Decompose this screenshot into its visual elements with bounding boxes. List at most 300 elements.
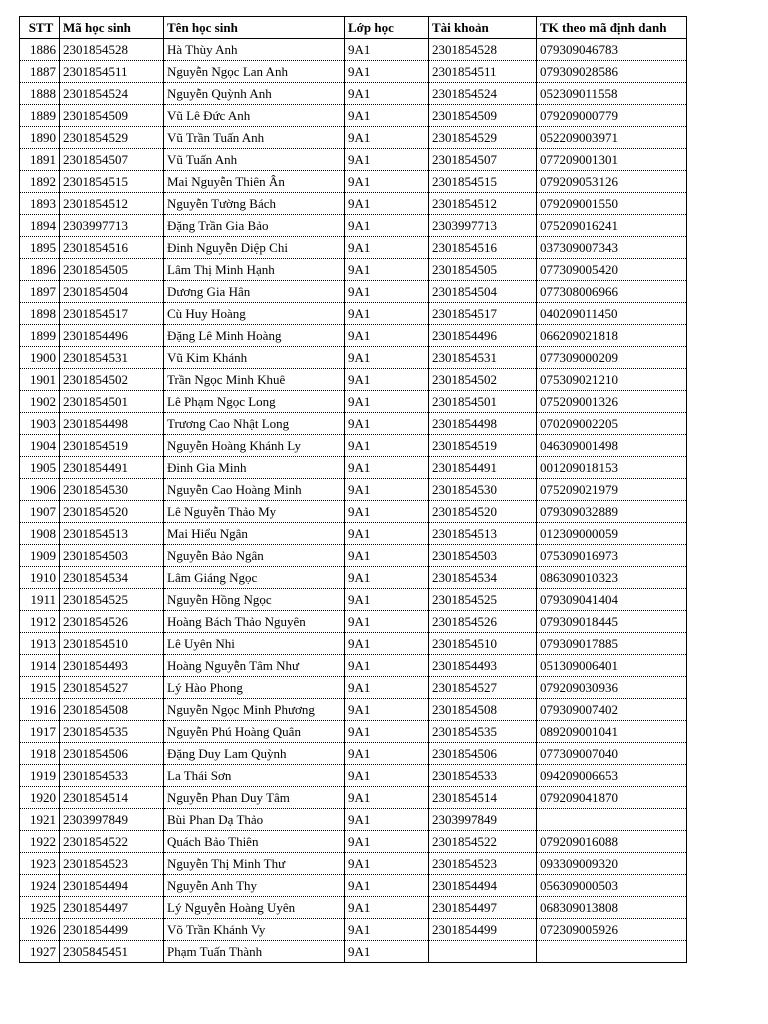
cell-student-name: Vũ Kim Khánh <box>164 347 345 369</box>
cell-account <box>429 941 537 963</box>
col-header-class: Lớp học <box>345 17 429 39</box>
cell-class: 9A1 <box>345 193 429 215</box>
table-row <box>20 655 687 677</box>
table-row <box>20 391 687 413</box>
cell-id-account: 012309000059 <box>537 523 687 545</box>
table-row <box>20 347 687 369</box>
cell-class: 9A1 <box>345 39 429 61</box>
cell-class: 9A1 <box>345 567 429 589</box>
cell-stt: 1922 <box>20 831 60 853</box>
cell-account: 2301854523 <box>429 853 537 875</box>
cell-account: 2301854528 <box>429 39 537 61</box>
cell-stt: 1900 <box>20 347 60 369</box>
cell-stt: 1901 <box>20 369 60 391</box>
cell-stt: 1918 <box>20 743 60 765</box>
cell-student-code: 2301854524 <box>60 83 164 105</box>
cell-student-code: 2301854520 <box>60 501 164 523</box>
cell-class: 9A1 <box>345 501 429 523</box>
cell-student-name: Đặng Duy Lam Quỳnh <box>164 743 345 765</box>
cell-student-code: 2301854494 <box>60 875 164 897</box>
cell-student-code: 2301854503 <box>60 545 164 567</box>
table-row <box>20 215 687 237</box>
cell-stt: 1891 <box>20 149 60 171</box>
cell-account: 2303997849 <box>429 809 537 831</box>
table-row <box>20 61 687 83</box>
table-row <box>20 831 687 853</box>
cell-id-account: 077309007040 <box>537 743 687 765</box>
cell-stt: 1899 <box>20 325 60 347</box>
cell-student-code: 2301854531 <box>60 347 164 369</box>
cell-id-account: 079309041404 <box>537 589 687 611</box>
cell-class: 9A1 <box>345 105 429 127</box>
cell-class: 9A1 <box>345 237 429 259</box>
cell-id-account: 093309009320 <box>537 853 687 875</box>
cell-student-name: Quách Bảo Thiên <box>164 831 345 853</box>
cell-account: 2301854512 <box>429 193 537 215</box>
cell-student-name: Nguyễn Thị Minh Thư <box>164 853 345 875</box>
cell-student-code: 2301854526 <box>60 611 164 633</box>
cell-account: 2301854525 <box>429 589 537 611</box>
cell-account: 2301854494 <box>429 875 537 897</box>
cell-stt: 1911 <box>20 589 60 611</box>
cell-account: 2301854516 <box>429 237 537 259</box>
cell-id-account: 079209000779 <box>537 105 687 127</box>
cell-stt: 1910 <box>20 567 60 589</box>
table-row <box>20 765 687 787</box>
cell-student-name: Lê Uyên Nhi <box>164 633 345 655</box>
cell-stt: 1889 <box>20 105 60 127</box>
cell-id-account: 075309021210 <box>537 369 687 391</box>
cell-stt: 1927 <box>20 941 60 963</box>
cell-student-code: 2301854516 <box>60 237 164 259</box>
cell-student-code: 2301854502 <box>60 369 164 391</box>
cell-student-code: 2305845451 <box>60 941 164 963</box>
cell-class: 9A1 <box>345 171 429 193</box>
cell-student-code: 2301854535 <box>60 721 164 743</box>
cell-id-account: 001209018153 <box>537 457 687 479</box>
cell-stt: 1915 <box>20 677 60 699</box>
col-header-id-account: TK theo mã định danh <box>537 17 687 39</box>
cell-student-name: Lê Phạm Ngọc Long <box>164 391 345 413</box>
cell-stt: 1913 <box>20 633 60 655</box>
cell-class: 9A1 <box>345 259 429 281</box>
cell-student-name: Nguyễn Quỳnh Anh <box>164 83 345 105</box>
cell-class: 9A1 <box>345 941 429 963</box>
cell-stt: 1912 <box>20 611 60 633</box>
cell-student-name: Lý Nguyễn Hoàng Uyên <box>164 897 345 919</box>
table-row <box>20 545 687 567</box>
cell-student-code: 2301854510 <box>60 633 164 655</box>
cell-student-code: 2301854514 <box>60 787 164 809</box>
cell-student-code: 2301854529 <box>60 127 164 149</box>
cell-student-code: 2301854497 <box>60 897 164 919</box>
cell-student-code: 2301854509 <box>60 105 164 127</box>
cell-id-account: 077308006966 <box>537 281 687 303</box>
cell-id-account: 079309018445 <box>537 611 687 633</box>
cell-class: 9A1 <box>345 699 429 721</box>
table-row <box>20 105 687 127</box>
table-row <box>20 281 687 303</box>
cell-student-name: Đinh Nguyễn Diệp Chi <box>164 237 345 259</box>
cell-id-account: 075209016241 <box>537 215 687 237</box>
cell-stt: 1926 <box>20 919 60 941</box>
cell-stt: 1905 <box>20 457 60 479</box>
table-row <box>20 171 687 193</box>
table-row <box>20 743 687 765</box>
cell-student-name: Trần Ngọc Minh Khuê <box>164 369 345 391</box>
cell-student-name: Lâm Thị Minh Hạnh <box>164 259 345 281</box>
cell-student-name: Vũ Tuấn Anh <box>164 149 345 171</box>
cell-student-code: 2301854527 <box>60 677 164 699</box>
cell-student-name: Đặng Lê Minh Hoàng <box>164 325 345 347</box>
cell-stt: 1909 <box>20 545 60 567</box>
cell-stt: 1904 <box>20 435 60 457</box>
cell-account: 2301854527 <box>429 677 537 699</box>
cell-account: 2301854503 <box>429 545 537 567</box>
cell-stt: 1903 <box>20 413 60 435</box>
cell-account: 2301854499 <box>429 919 537 941</box>
table-row <box>20 853 687 875</box>
cell-class: 9A1 <box>345 391 429 413</box>
cell-class: 9A1 <box>345 589 429 611</box>
cell-stt: 1892 <box>20 171 60 193</box>
cell-class: 9A1 <box>345 457 429 479</box>
cell-class: 9A1 <box>345 633 429 655</box>
cell-stt: 1897 <box>20 281 60 303</box>
cell-student-name: Võ Trần Khánh Vy <box>164 919 345 941</box>
cell-student-name: Phạm Tuấn Thành <box>164 941 345 963</box>
cell-account: 2301854510 <box>429 633 537 655</box>
col-header-stt: STT <box>20 17 60 39</box>
table-row <box>20 721 687 743</box>
cell-student-code: 2301854525 <box>60 589 164 611</box>
cell-student-name: Nguyễn Anh Thy <box>164 875 345 897</box>
cell-student-name: Nguyễn Tường Bách <box>164 193 345 215</box>
cell-class: 9A1 <box>345 809 429 831</box>
cell-id-account: 068309013808 <box>537 897 687 919</box>
cell-student-code: 2301854507 <box>60 149 164 171</box>
cell-student-code: 2301854519 <box>60 435 164 457</box>
cell-student-name: Lâm Giáng Ngọc <box>164 567 345 589</box>
cell-stt: 1916 <box>20 699 60 721</box>
table-row <box>20 787 687 809</box>
cell-id-account: 079209016088 <box>537 831 687 853</box>
cell-account: 2301854517 <box>429 303 537 325</box>
table-row <box>20 149 687 171</box>
cell-stt: 1924 <box>20 875 60 897</box>
cell-account: 2301854522 <box>429 831 537 853</box>
cell-account: 2301854506 <box>429 743 537 765</box>
cell-id-account: 052309011558 <box>537 83 687 105</box>
cell-id-account: 079209053126 <box>537 171 687 193</box>
table-row <box>20 809 687 831</box>
cell-class: 9A1 <box>345 655 429 677</box>
cell-id-account: 079309028586 <box>537 61 687 83</box>
cell-account: 2301854504 <box>429 281 537 303</box>
cell-student-code: 2301854505 <box>60 259 164 281</box>
table-row <box>20 259 687 281</box>
cell-student-code: 2301854501 <box>60 391 164 413</box>
cell-account: 2301854511 <box>429 61 537 83</box>
table-row <box>20 435 687 457</box>
cell-id-account <box>537 941 687 963</box>
cell-student-code: 2303997713 <box>60 215 164 237</box>
cell-student-name: Lý Hào Phong <box>164 677 345 699</box>
cell-stt: 1917 <box>20 721 60 743</box>
cell-id-account: 046309001498 <box>537 435 687 457</box>
cell-account: 2301854498 <box>429 413 537 435</box>
cell-student-name: Mai Hiểu Ngân <box>164 523 345 545</box>
cell-class: 9A1 <box>345 325 429 347</box>
cell-id-account <box>537 809 687 831</box>
cell-stt: 1919 <box>20 765 60 787</box>
cell-id-account: 079309046783 <box>537 39 687 61</box>
cell-id-account: 066209021818 <box>537 325 687 347</box>
table-row <box>20 677 687 699</box>
cell-student-name: Nguyễn Bảo Ngân <box>164 545 345 567</box>
cell-stt: 1896 <box>20 259 60 281</box>
cell-id-account: 077209001301 <box>537 149 687 171</box>
cell-class: 9A1 <box>345 127 429 149</box>
cell-class: 9A1 <box>345 281 429 303</box>
cell-class: 9A1 <box>345 149 429 171</box>
cell-class: 9A1 <box>345 853 429 875</box>
cell-class: 9A1 <box>345 479 429 501</box>
table-row <box>20 193 687 215</box>
cell-student-code: 2301854534 <box>60 567 164 589</box>
cell-account: 2301854491 <box>429 457 537 479</box>
table-row <box>20 303 687 325</box>
cell-stt: 1895 <box>20 237 60 259</box>
table-row <box>20 611 687 633</box>
cell-student-name: Nguyễn Phú Hoàng Quân <box>164 721 345 743</box>
cell-id-account: 079209001550 <box>537 193 687 215</box>
cell-class: 9A1 <box>345 897 429 919</box>
cell-account: 2301854513 <box>429 523 537 545</box>
col-header-student-name: Tên học sinh <box>164 17 345 39</box>
cell-id-account: 072309005926 <box>537 919 687 941</box>
cell-stt: 1908 <box>20 523 60 545</box>
cell-student-code: 2303997849 <box>60 809 164 831</box>
cell-class: 9A1 <box>345 919 429 941</box>
cell-class: 9A1 <box>345 369 429 391</box>
table-row <box>20 941 687 963</box>
cell-student-code: 2301854515 <box>60 171 164 193</box>
cell-id-account: 051309006401 <box>537 655 687 677</box>
cell-id-account: 052209003971 <box>537 127 687 149</box>
cell-id-account: 075209001326 <box>537 391 687 413</box>
student-table <box>19 16 687 963</box>
cell-stt: 1906 <box>20 479 60 501</box>
cell-id-account: 079309032889 <box>537 501 687 523</box>
cell-student-code: 2301854508 <box>60 699 164 721</box>
cell-stt: 1925 <box>20 897 60 919</box>
cell-student-name: Lê Nguyễn Thảo My <box>164 501 345 523</box>
cell-student-code: 2301854498 <box>60 413 164 435</box>
table-row <box>20 325 687 347</box>
cell-student-code: 2301854513 <box>60 523 164 545</box>
cell-class: 9A1 <box>345 61 429 83</box>
cell-student-name: Hoàng Nguyễn Tâm Như <box>164 655 345 677</box>
cell-class: 9A1 <box>345 413 429 435</box>
col-header-account: Tài khoản <box>429 17 537 39</box>
cell-student-name: Nguyễn Ngọc Minh Phương <box>164 699 345 721</box>
cell-stt: 1886 <box>20 39 60 61</box>
cell-student-name: Cù Huy Hoàng <box>164 303 345 325</box>
cell-student-code: 2301854491 <box>60 457 164 479</box>
cell-class: 9A1 <box>345 83 429 105</box>
cell-student-code: 2301854512 <box>60 193 164 215</box>
cell-class: 9A1 <box>345 831 429 853</box>
cell-class: 9A1 <box>345 215 429 237</box>
cell-student-code: 2301854506 <box>60 743 164 765</box>
cell-stt: 1894 <box>20 215 60 237</box>
col-header-student-code: Mã học sinh <box>60 17 164 39</box>
cell-stt: 1902 <box>20 391 60 413</box>
table-row <box>20 897 687 919</box>
cell-student-name: Nguyễn Hồng Ngọc <box>164 589 345 611</box>
cell-student-code: 2301854496 <box>60 325 164 347</box>
cell-account: 2301854509 <box>429 105 537 127</box>
table-body <box>20 39 687 963</box>
cell-student-code: 2301854493 <box>60 655 164 677</box>
cell-id-account: 086309010323 <box>537 567 687 589</box>
cell-id-account: 077309005420 <box>537 259 687 281</box>
table-row <box>20 567 687 589</box>
cell-account: 2301854508 <box>429 699 537 721</box>
cell-student-name: Đặng Trần Gia Bảo <box>164 215 345 237</box>
cell-stt: 1907 <box>20 501 60 523</box>
cell-class: 9A1 <box>345 721 429 743</box>
cell-account: 2301854524 <box>429 83 537 105</box>
cell-student-name: La Thái Sơn <box>164 765 345 787</box>
cell-id-account: 070209002205 <box>537 413 687 435</box>
cell-student-code: 2301854504 <box>60 281 164 303</box>
cell-id-account: 079309007402 <box>537 699 687 721</box>
cell-stt: 1890 <box>20 127 60 149</box>
cell-id-account: 079309017885 <box>537 633 687 655</box>
table-row <box>20 369 687 391</box>
cell-id-account: 094209006653 <box>537 765 687 787</box>
cell-stt: 1888 <box>20 83 60 105</box>
table-row <box>20 39 687 61</box>
cell-account: 2301854505 <box>429 259 537 281</box>
table-row <box>20 919 687 941</box>
cell-id-account: 075309016973 <box>537 545 687 567</box>
cell-stt: 1921 <box>20 809 60 831</box>
cell-class: 9A1 <box>345 523 429 545</box>
cell-account: 2303997713 <box>429 215 537 237</box>
cell-class: 9A1 <box>345 545 429 567</box>
cell-id-account: 056309000503 <box>537 875 687 897</box>
cell-account: 2301854515 <box>429 171 537 193</box>
cell-student-name: Đinh Gia Minh <box>164 457 345 479</box>
cell-student-code: 2301854533 <box>60 765 164 787</box>
cell-student-code: 2301854530 <box>60 479 164 501</box>
table-row <box>20 457 687 479</box>
table-row <box>20 523 687 545</box>
cell-account: 2301854519 <box>429 435 537 457</box>
cell-class: 9A1 <box>345 875 429 897</box>
cell-student-name: Nguyễn Phan Duy Tâm <box>164 787 345 809</box>
cell-stt: 1914 <box>20 655 60 677</box>
cell-student-code: 2301854523 <box>60 853 164 875</box>
cell-stt: 1923 <box>20 853 60 875</box>
cell-account: 2301854526 <box>429 611 537 633</box>
cell-account: 2301854502 <box>429 369 537 391</box>
table-row <box>20 413 687 435</box>
cell-class: 9A1 <box>345 677 429 699</box>
cell-stt: 1887 <box>20 61 60 83</box>
cell-account: 2301854514 <box>429 787 537 809</box>
cell-class: 9A1 <box>345 743 429 765</box>
cell-id-account: 077309000209 <box>537 347 687 369</box>
table-row <box>20 479 687 501</box>
table-row <box>20 501 687 523</box>
cell-class: 9A1 <box>345 611 429 633</box>
cell-student-name: Nguyễn Ngọc Lan Anh <box>164 61 345 83</box>
cell-account: 2301854507 <box>429 149 537 171</box>
cell-class: 9A1 <box>345 347 429 369</box>
cell-student-name: Nguyễn Cao Hoàng Minh <box>164 479 345 501</box>
cell-id-account: 075209021979 <box>537 479 687 501</box>
cell-account: 2301854493 <box>429 655 537 677</box>
cell-stt: 1920 <box>20 787 60 809</box>
cell-student-code: 2301854517 <box>60 303 164 325</box>
cell-class: 9A1 <box>345 303 429 325</box>
cell-account: 2301854534 <box>429 567 537 589</box>
cell-account: 2301854501 <box>429 391 537 413</box>
cell-stt: 1893 <box>20 193 60 215</box>
cell-student-code: 2301854499 <box>60 919 164 941</box>
cell-account: 2301854530 <box>429 479 537 501</box>
cell-stt: 1898 <box>20 303 60 325</box>
cell-student-code: 2301854528 <box>60 39 164 61</box>
cell-account: 2301854533 <box>429 765 537 787</box>
cell-id-account: 089209001041 <box>537 721 687 743</box>
cell-class: 9A1 <box>345 765 429 787</box>
cell-class: 9A1 <box>345 787 429 809</box>
cell-student-name: Bùi Phan Dạ Thảo <box>164 809 345 831</box>
table-row <box>20 699 687 721</box>
cell-id-account: 079209041870 <box>537 787 687 809</box>
table-row <box>20 875 687 897</box>
table-row <box>20 237 687 259</box>
cell-student-code: 2301854511 <box>60 61 164 83</box>
cell-student-name: Hà Thùy Anh <box>164 39 345 61</box>
cell-student-code: 2301854522 <box>60 831 164 853</box>
cell-student-name: Vũ Lê Đức Anh <box>164 105 345 127</box>
cell-student-name: Mai Nguyễn Thiên Ân <box>164 171 345 193</box>
table-row <box>20 589 687 611</box>
cell-id-account: 079209030936 <box>537 677 687 699</box>
cell-student-name: Trương Cao Nhật Long <box>164 413 345 435</box>
cell-student-name: Nguyễn Hoàng Khánh Ly <box>164 435 345 457</box>
cell-account: 2301854520 <box>429 501 537 523</box>
cell-id-account: 040209011450 <box>537 303 687 325</box>
cell-account: 2301854529 <box>429 127 537 149</box>
cell-student-name: Dương Gia Hân <box>164 281 345 303</box>
cell-student-name: Hoàng Bách Thảo Nguyên <box>164 611 345 633</box>
header-row <box>20 17 687 39</box>
table-row <box>20 633 687 655</box>
cell-class: 9A1 <box>345 435 429 457</box>
cell-account: 2301854531 <box>429 347 537 369</box>
cell-account: 2301854497 <box>429 897 537 919</box>
table-row <box>20 127 687 149</box>
cell-account: 2301854535 <box>429 721 537 743</box>
cell-account: 2301854496 <box>429 325 537 347</box>
